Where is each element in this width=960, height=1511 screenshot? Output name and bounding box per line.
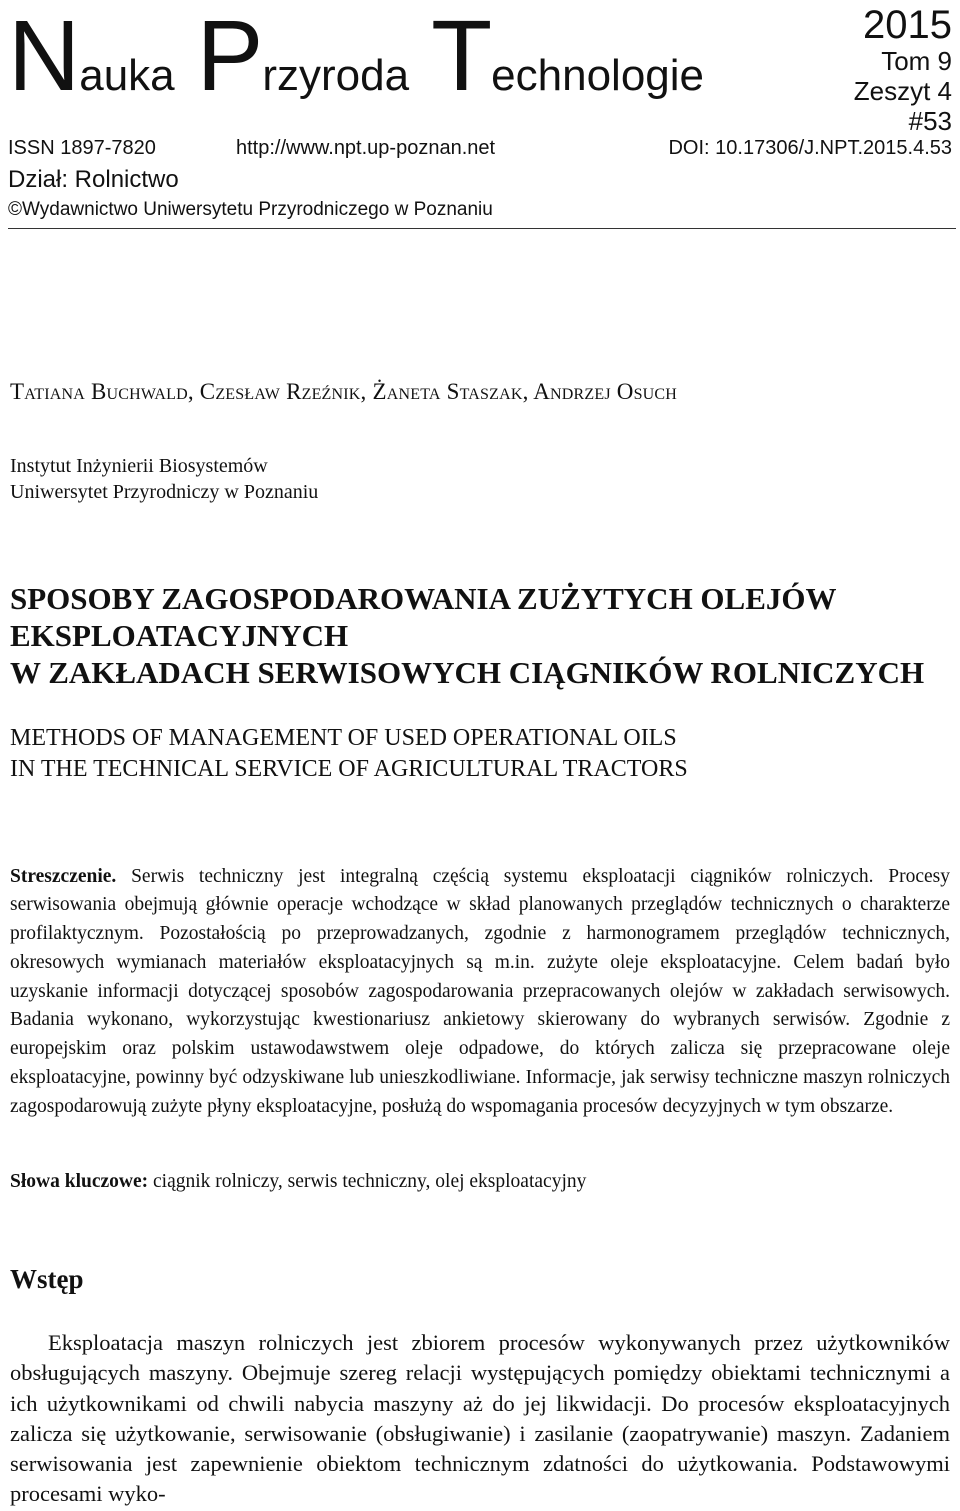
issn: ISSN 1897-7820 xyxy=(8,137,156,159)
keywords-label: Słowa kluczowe: xyxy=(10,1171,149,1192)
keywords xyxy=(10,1168,586,1196)
abstract xyxy=(10,863,950,1122)
journal-url-link[interactable]: http://www.npt.up-poznan.net xyxy=(236,137,496,159)
title-en-line: IN THE TECHNICAL SERVICE OF AGRICULTURAL TRACTORS xyxy=(10,756,688,782)
doi: DOI: 10.17306/J.NPT.2015.4.53 xyxy=(668,137,952,159)
issue-year: 2015 xyxy=(863,3,952,47)
title-pl-line: SPOSOBY ZAGOSPODAROWANIA ZUŻYTYCH OLEJÓW xyxy=(10,581,837,616)
title-word-przyroda: Przyroda xyxy=(196,0,410,112)
header-divider xyxy=(8,228,956,229)
affiliation-university: Uniwersytet Przyrodniczy w Poznaniu xyxy=(10,481,319,503)
issue-number: Zeszyt 4 xyxy=(853,76,952,106)
affiliation xyxy=(10,453,318,505)
title-word-nauka: Nauka xyxy=(8,0,175,112)
intro-heading: Wstęp xyxy=(10,1264,84,1294)
abstract-text: Serwis techniczny jest integralną częścią systemu eksploatacji ciągników rolniczych. Procesy serwisowania obejmują głównie operacje wchodzące w skład planowanych przeglądów technicznych o charakterze profilaktycznym. Pozostałością po przeprowadzanych, zgodnie z harmonogramem przeglądów technicznych, okresowych wymianach materiałów eksploatacyjnych są m.in. zużyte oleje eksploatacyjne. Celem badań było uzyskanie informacji dotyczącej sposobów zagospodarowania przepracowanych olejów w zakładach serwisowych. Badania wykonano, wykorzystując kwestionariusz ankietowy skierowany do wybranych serwisów. Zgodnie z europejskim oraz polskim ustawodawstwem oleje odpadowe, do których zalicza się przepracowane oleje eksploatacyjne, powinny być odzyskiwane lub unieszkodliwiane. Informacje, jak serwisy techniczne maszyn rolniczych zagospodarowują zużyte płyny eksploatacyjne, posłużą do wspomagania procesów decyzyjnych w tym obszarze. xyxy=(10,865,950,1117)
affiliation-institute: Instytut Inżynierii Biosystemów xyxy=(10,455,268,477)
issue-volume: Tom 9 xyxy=(881,46,952,76)
journal-title xyxy=(8,0,726,112)
title-en-line: METHODS OF MANAGEMENT OF USED OPERATIONAL OILS xyxy=(10,725,677,751)
title-pl-line: W ZAKŁADACH SERWISOWYCH CIĄGNIKÓW ROLNICZYCH xyxy=(10,655,925,690)
intro-paragraph: Eksploatacja maszyn rolniczych jest zbiorem procesów wykonywanych przez użytkowników obsługujących maszyny. Obejmuje szereg relacji występujących pomiędzy obiektami technicznymi a ich użytkownikami od chwili nabycia maszyny aż do jej likwidacji. Do procesów eksploatacyjnych zalicza się użytkowanie, serwisowanie (obsługiwanie) i zasilanie (zaopatrywanie) maszyn. Zadaniem serwisowania jest zapewnienie obiektom technicznym zdatności do użytkowania. Podstawowymi procesami wyko- xyxy=(10,1330,950,1507)
article-title-english xyxy=(10,723,688,785)
authors: Tatiana Buchwald, Czesław Rzeźnik, Żaneta Staszak, Andrzej Osuch xyxy=(10,379,678,404)
copyright-text: Wydawnictwo Uniwersytetu Przyrodniczego w Poznaniu xyxy=(22,199,493,220)
article-title-polish xyxy=(10,580,924,691)
section-label: Dział: Rolnictwo xyxy=(8,166,179,193)
issue-info xyxy=(854,4,952,136)
copyright-icon: © xyxy=(8,199,22,220)
abstract-label: Streszczenie. xyxy=(10,865,117,887)
keywords-text: ciągnik rolniczy, serwis techniczny, olej eksploatacyjny xyxy=(148,1171,587,1192)
title-word-technologie: Technologie xyxy=(431,0,705,112)
article-number: #53 xyxy=(908,106,952,136)
title-pl-line: EKSPLOATACYJNYCH xyxy=(10,618,349,653)
copyright-line xyxy=(8,198,493,222)
